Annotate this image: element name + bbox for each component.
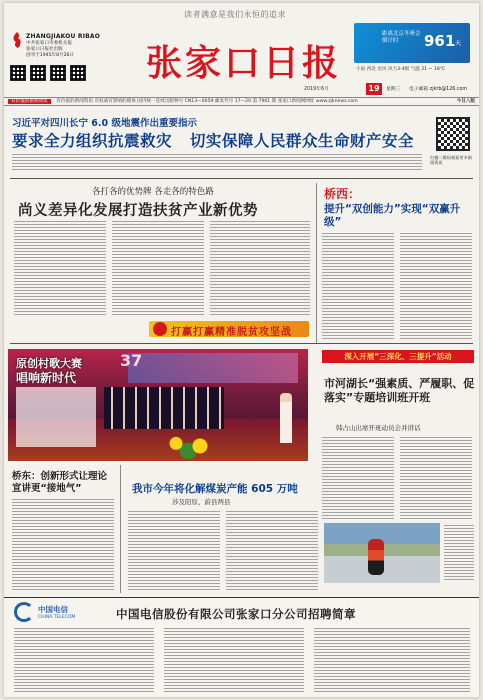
- banner-text: 打赢打赢精准脱贫攻坚战: [171, 327, 292, 338]
- date-suffix: 星期三: [386, 87, 401, 92]
- story1-headline: 尚义差异化发展打造扶贫产业新优势: [18, 203, 258, 219]
- lead-body-text: [12, 154, 422, 170]
- ad-column: [314, 628, 470, 692]
- story3-headline: 市河湖长“强素质、严履职、促落实”专题培训班开班: [324, 377, 475, 404]
- email-line: 电子邮箱 zjkrb@126.com: [409, 87, 468, 92]
- poverty-banner: [149, 321, 309, 337]
- slogan: 读者满意是我们永恒的追求: [184, 10, 286, 19]
- qr-code-icon: [436, 117, 470, 151]
- brand-cn: 中国电信: [38, 605, 68, 614]
- lead-headline-part: 要求全力组织抗震救灾: [12, 132, 173, 150]
- lead-kicker: 习近平对四川长宁 6.0 级地震作出重要指示: [12, 118, 197, 129]
- story2-headline: 提升“双创能力”实现“双赢升级”: [324, 203, 461, 228]
- lead-story: [4, 109, 479, 173]
- brand-en: CHINA TELECOM: [38, 615, 76, 620]
- ad-column: [14, 628, 154, 692]
- column-divider: [316, 183, 317, 343]
- story3-banner: 深入开展“三深化、三提升”活动: [322, 350, 474, 363]
- story5-headline: 我市今年将化解煤炭产能 605 万吨: [132, 483, 298, 495]
- qr-code-icon: [50, 65, 66, 81]
- newspaper-emblem-icon: [10, 31, 24, 49]
- countdown-label: [382, 31, 421, 45]
- info-badge: 有价值的新闻资讯: [8, 99, 51, 104]
- info-bar: [4, 97, 479, 106]
- stage-number: 37: [120, 351, 143, 370]
- publisher-line: 张家口日报社出版: [26, 47, 63, 52]
- lead-headline: [12, 129, 426, 151]
- story3-column: [322, 437, 394, 519]
- ad-column: [164, 628, 304, 692]
- story5-subhead: 涉及阳原、蔚县两县: [172, 498, 231, 506]
- masthead-qr-codes: [10, 65, 86, 81]
- story3-column: [400, 437, 472, 519]
- countdown-label-line: 距离北京冬奥会: [382, 31, 421, 37]
- newspaper-title: 张家口日报: [146, 42, 342, 84]
- date-day: 19: [366, 83, 382, 95]
- publisher-line: 中共张家口市委机关报: [26, 41, 72, 46]
- info-text: 有价值的新闻资讯 有权威有影响的媒体 国内统一连续出版物号 CN13—0059 邮发代号 17—20 第 7961 期 张家口新闻网网址 www.zjknews.com: [56, 99, 358, 104]
- date-text: 2019年6月: [304, 87, 329, 92]
- choir-group: [104, 387, 224, 429]
- countdown-label-line: 倒计时: [382, 38, 399, 44]
- ice-sport-photo: [324, 523, 440, 583]
- sport-caption: [444, 525, 474, 581]
- masthead: [4, 3, 479, 96]
- story4-column: [12, 499, 114, 591]
- winter-olympics-countdown: [354, 23, 470, 63]
- ad-title: 中国电信股份有限公司张家口分公司招聘简章: [116, 607, 356, 621]
- pinyin-name: ZHANGJIAKOU RIBAO: [26, 33, 101, 40]
- china-telecom-logo-icon: [14, 602, 34, 622]
- lead-headline-part: 切实保障人民群众生命财产安全: [189, 132, 414, 150]
- story1-column: [14, 221, 106, 317]
- story2-kicker: 桥西：: [324, 187, 361, 201]
- photo-title-line2: 唱响新时代: [16, 371, 77, 385]
- dateline: [304, 85, 329, 92]
- china-telecom-brand: [38, 604, 94, 622]
- story3-subhead: 韩占山出席开班动员会并讲话: [336, 424, 421, 432]
- countdown-unit: 天: [455, 40, 462, 47]
- countdown-number: 961: [424, 32, 456, 50]
- photo-title-line1: 原创村歌大赛: [16, 357, 82, 370]
- story1-kicker: 各打各的优势牌 各走各的特色路: [92, 187, 214, 197]
- choir-photo: [8, 349, 308, 461]
- photo-caption: [16, 387, 96, 447]
- divider: [10, 343, 473, 344]
- story2-column: [400, 233, 472, 341]
- weather-line: 小雨 西北 北风 风力3-4级 气温 21 ~ 18℃: [356, 67, 445, 72]
- story4-headline: 桥东：创新形式让理论宣讲更“接地气”: [12, 471, 108, 494]
- qr-caption: 扫描二维码观看更多新闻资讯: [430, 155, 472, 165]
- qr-code-icon: [30, 65, 46, 81]
- divider: [10, 178, 473, 179]
- skater-figure: [368, 539, 384, 575]
- page-count: 今日八版: [456, 99, 475, 104]
- column-divider: [120, 465, 121, 593]
- banner-flag-icon: [153, 322, 167, 336]
- qr-code-icon: [10, 65, 26, 81]
- story5-column: [226, 511, 318, 591]
- story1-column: [112, 221, 204, 317]
- newspaper-page: [4, 3, 479, 697]
- publisher-line: 创刊于1945年8月26日: [26, 53, 75, 58]
- story1-column: [210, 221, 310, 317]
- conductor: [280, 393, 292, 443]
- publisher-info: [26, 41, 96, 59]
- story5-column: [128, 511, 220, 591]
- flower-decor-icon: [158, 433, 218, 459]
- recruitment-ad: [4, 597, 479, 697]
- stage-screen: [128, 353, 298, 383]
- qr-code-icon: [70, 65, 86, 81]
- story2-column: [322, 233, 394, 341]
